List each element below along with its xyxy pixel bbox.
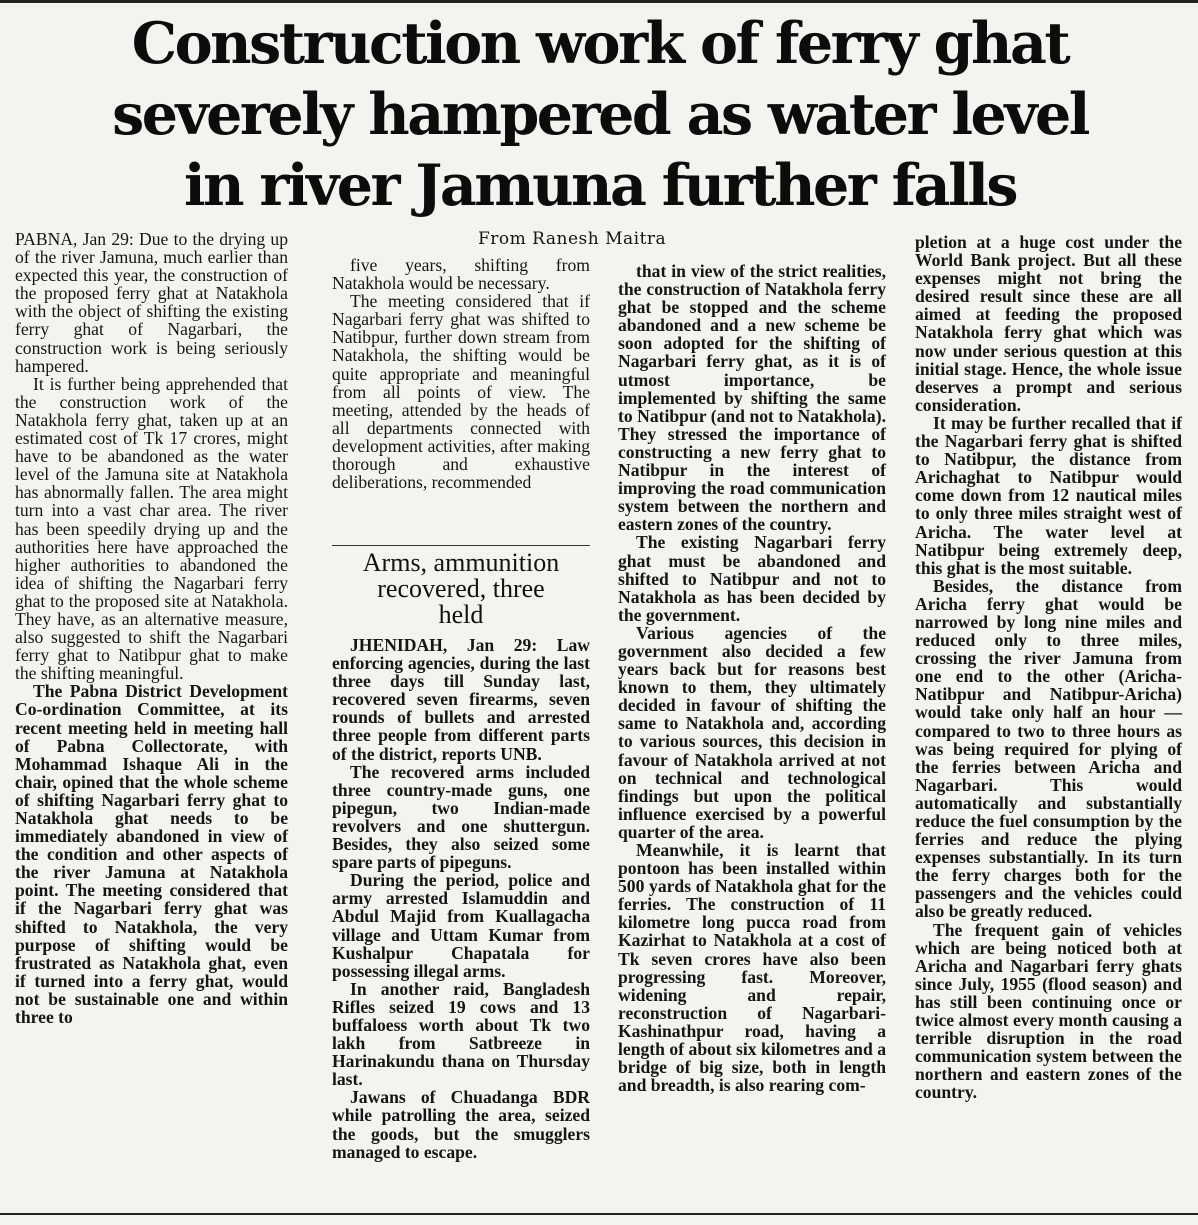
- bottom-rule: [0, 1213, 1198, 1215]
- column-divider: [332, 545, 590, 546]
- headline-line-3: in river Jamuna further falls: [183, 152, 1016, 219]
- article-paragraph: The Pabna District Development Co-ordination Committee, at its recent meeting held in meeting hall of Pabna Collectorate, with Mohammad Ishaque Ali in the chair, opined that the whole scheme of shifting Nagarbari ferry ghat to Natakhola ghat needs to be immediately abandoned in view of the condition and other aspects of the river Jamuna at Natakhola point. The meeting considered that if the Nagarbari ferry ghat was shifted to Natakhola, the very purpose of shifting would be frustrated as Natakhola ghat, even if turned into a ferry ghat, would not be sustainable one and within three to: [15, 681, 288, 1028]
- sidebar-headline-line-2: recovered, three: [377, 574, 545, 603]
- article-column-4: [915, 233, 1182, 1102]
- byline: From Ranesh Maitra: [478, 229, 667, 249]
- headline: [10, 8, 1190, 221]
- headline-line-1: Construction work of ferry ghat: [131, 10, 1069, 77]
- next-article-fragment: [0, 1207, 1198, 1225]
- sidebar-headline: [332, 550, 590, 628]
- article-paragraph: The meeting considered that if Nagarbari ferry ghat was shifted to Natibpur, further down stream from Natakhola, the shifting would be quite appropriate and meaningful from all points of view. The meeting, attended by the heads of all departments connected with development activities, after making thorough and exhaustive deliberations, recommended: [332, 291, 590, 493]
- article-paragraph: five years, shifting from Natakhola would be necessary.: [332, 255, 590, 294]
- article-paragraph: that in view of the strict realities, the construction of Natakhola ferry ghat be stopped and the scheme abandoned and a new scheme be soon adopted for the shifting of Nagarbari ferry ghat, as it is of utmost importance, be implemented by shifting the same to Natibpur (and not to Natakhola). They stressed the importance of constructing a new ferry ghat to Natibpur in the interest of improving the road communication system between the northern and eastern zones of the country.: [618, 261, 886, 535]
- article-paragraph: Besides, the distance from Aricha ferry ghat would be narrowed by long nine miles and reduced only to three miles, crossing the river Jamuna from one end to the other (Aricha-Natibpur and Natibpur-Aricha) would take only half an hour — compared to two to three hours as was being required for plying of the ferries between Aricha and Nagarbari. This would automatically and substantially reduce the fuel consumption by the ferries and reduce the plying expenses substantially. In its turn the ferry charges both for the passengers and the vehicles could also be greatly reduced.: [915, 575, 1182, 922]
- article-paragraph: Various agencies of the government also decided a few years back but for reasons best known to them, they ultimately decided in favour of shifting the same to Natakhola and, according to various sources, this decision in favour of Natakhola arrived at not on technical and technological findings but upon the political influence exercised by a powerful quarter of the area.: [618, 622, 886, 842]
- sidebar-headline-line-3: held: [438, 600, 484, 629]
- sidebar-paragraph: The recovered arms included three country-made guns, one pipegun, two Indian-made revolvers and one shuttergun. Besides, they also seized some spare parts of pipeguns.: [332, 761, 590, 873]
- article-paragraph: Meanwhile, it is learnt that pontoon has been installed within 500 yards of Natakhola ghat for the ferries. The construction of 11 kilometre long pucca road from Kazirhat to Natakhola at a cost of Tk seven crores have also been progressing fast. Moreover, widening and repair, reconstruction of Nagarbari-Kashinathpur road, having a length of about six kilometres and a bridge of big size, both in length and breadth, is also rearing com-: [618, 840, 886, 1096]
- article-paragraph: The existing Nagarbari ferry ghat must be abandoned and shifted to Natibpur and not to Natakhola as has been decided by the government.: [618, 532, 886, 625]
- article-paragraph: It is further being apprehended that the construction work of the Natakhola ferry ghat, taken up at an estimated cost of Tk 17 crores, might have to be abandoned as the water level of the Jamuna site at Natakhola has abnormally fallen. The area might turn into a vast char area. The river has been speedily drying up and the authorities here have approached the higher authorities to abandoned the idea of shifting the Nagarbari ferry ghat to the proposed site at Natakhola. They have, as an alternative measure, also suggested to shift the Nagarbari ferry ghat to Natibpur ghat to make the shifting meaningful.: [15, 373, 288, 684]
- sidebar-article-body: [332, 636, 590, 1161]
- article-column-1: [15, 230, 288, 1026]
- sidebar-paragraph: In another raid, Bangladesh Rifles seized 19 cows and 13 buffaloess worth about Tk two lakh from Satbreeze in Harinakundu thana on Thursday last.: [332, 978, 590, 1090]
- sidebar-paragraph: During the period, police and army arrested Islamuddin and Abdul Majid from Kuallagacha village and Uttam Kumar from Kushalpur Chapatala for possessing illegal arms.: [332, 870, 590, 981]
- article-paragraph: pletion at a huge cost under the World Bank project. But all these expenses might not bring the desired result since these are all aimed at feeding the proposed Natakhola ferry ghat which was now under serious question at this initial stage. Hence, the whole issue deserves a prompt and serious consideration.: [915, 232, 1182, 415]
- article-paragraph: It may be further recalled that if the Nagarbari ferry ghat is shifted to Natibpur, the distance from Arichaghat to Natibpur would come down from 12 nautical miles to only three miles straight west of Aricha. The water level at Natibpur being extremely deep, this ghat is the most suitable.: [915, 412, 1182, 578]
- sidebar-paragraph: JHENIDAH, Jan 29: Law enforcing agencies, during the last three days till Sunday last, recovered seven firearms, seven rounds of bullets and arrested three people from different parts of the district, reports UNB.: [332, 635, 590, 764]
- sidebar-paragraph: Jawans of Chuadanga BDR while patrolling the area, seized the goods, but the smugglers managed to escape.: [332, 1087, 590, 1162]
- sidebar-headline-line-1: Arms, ammunition: [362, 548, 560, 577]
- article-column-3: [618, 262, 886, 1094]
- article-paragraph: The frequent gain of vehicles which are being noticed both at Aricha and Nagarbari ferry ghats since July, 1955 (flood season) and has still been continuing once or twice almost every month causing a terrible disruption in the road communication system between the northern and eastern zones of the country.: [915, 919, 1182, 1103]
- top-rule: [0, 0, 1198, 3]
- headline-line-2: severely hampered as water level: [112, 81, 1088, 148]
- article-paragraph: PABNA, Jan 29: Due to the drying up of the river Jamuna, much earlier than expected this year, the construction of the proposed ferry ghat at Natakhola with the object of shifting the existing ferry ghat of Nagarbari, the construction work is being seriously hampered.: [15, 229, 288, 376]
- article-column-2: [332, 256, 590, 491]
